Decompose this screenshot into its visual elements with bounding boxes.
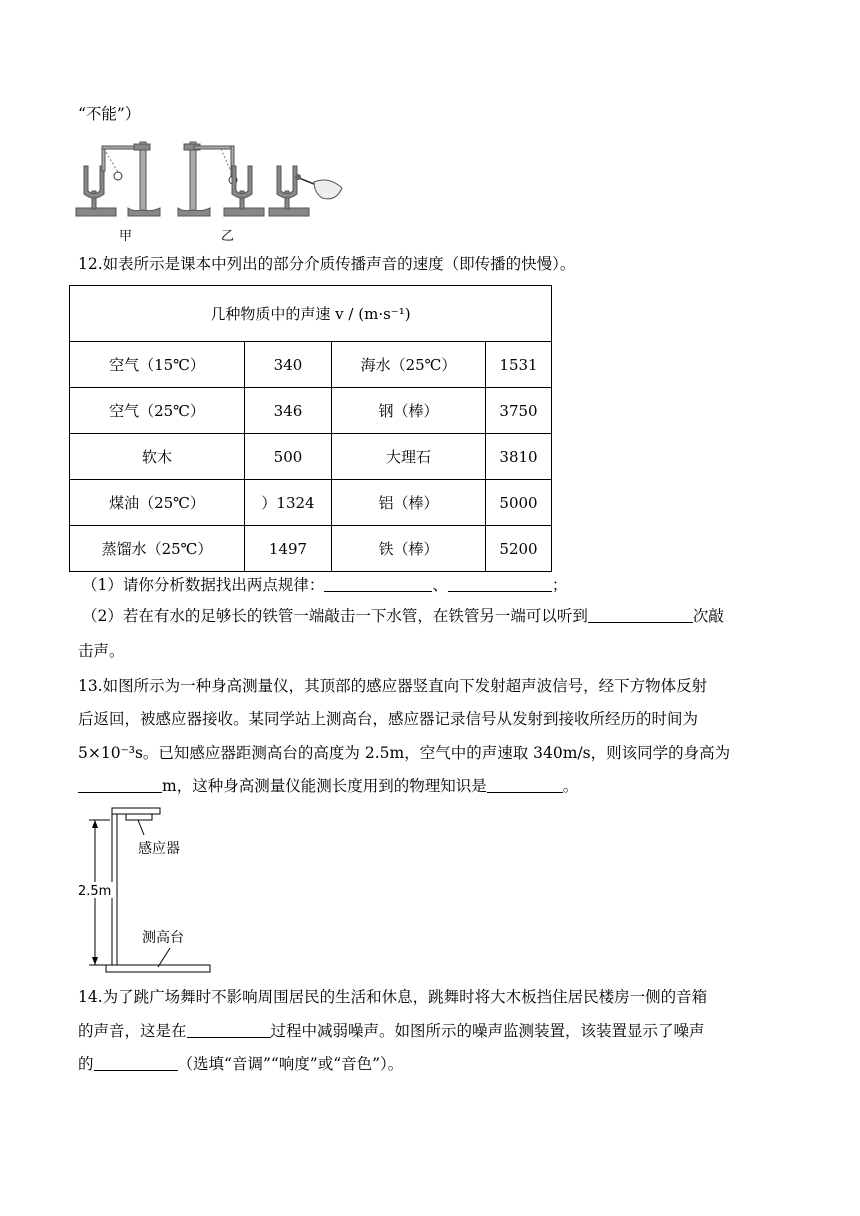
- height-label: 2.5m: [78, 884, 112, 899]
- q14-line2: 的声音，这是在 过程中减弱噪声。如图所示的噪声监测装置，该装置显示了噪声: [78, 1022, 705, 1040]
- q13-line3: 5×10⁻³s。已知感应器距测高台的高度为 2.5m，空气中的声速取 340m/s，则该同学的身高为: [78, 744, 731, 762]
- q12-part2: （2）若在有水的足够长的铁管一端敲击一下水管，在铁管另一端可以听到 次敲: [82, 607, 724, 625]
- fig-label-yi: 乙: [221, 229, 235, 244]
- answer-blank[interactable]: [448, 575, 552, 592]
- q13-line4: m，这种身高测量仪能测长度用到的物理知识是 。: [78, 775, 578, 797]
- q11-tail: “不能”）: [78, 105, 141, 123]
- table-row: 空气（25℃） 346 钢（棒） 3750: [70, 388, 552, 434]
- answer-blank[interactable]: [187, 1021, 271, 1038]
- answer-blank[interactable]: [588, 606, 693, 623]
- q12-stem: 12.如表所示是课本中列出的部分介质传播声音的速度（即传播的快慢）。: [78, 255, 576, 273]
- q14-line1: 14.为了跳广场舞时不影响周围居民的生活和休息，跳舞时将大木板挡住居民楼房一侧的音箱: [78, 988, 708, 1006]
- sensor-label: 感应器: [138, 841, 180, 857]
- q12-part2-cont: 击声。: [78, 642, 125, 660]
- height-meter-figure: [74, 800, 219, 980]
- q13-line2: 后返回，被感应器接收。某同学站上测高台，感应器记录信号从发射到接收所经历的时间为: [78, 710, 699, 728]
- sound-speed-table: [69, 285, 552, 572]
- table-row: 蒸馏水（25℃） 1497 铁（棒） 5200: [70, 526, 552, 572]
- answer-blank[interactable]: [94, 1054, 178, 1071]
- table-title: 几种物质中的声速 v / (m·s⁻¹): [70, 286, 552, 342]
- answer-blank[interactable]: [487, 776, 563, 793]
- table-row: 软木 500 大理石 3810: [70, 434, 552, 480]
- fig-label-jia: 甲: [119, 229, 133, 244]
- answer-blank[interactable]: [324, 575, 432, 592]
- table-row: 空气（15℃） 340 海水（25℃） 1531: [70, 342, 552, 388]
- q12-part1: （1）请你分析数据找出两点规律： 、 ；: [82, 576, 568, 594]
- q14-line3: 的 （选填“音调”“响度”或“音色”）。: [78, 1055, 404, 1073]
- platform-label: 测高台: [142, 930, 184, 946]
- answer-blank[interactable]: [78, 776, 162, 793]
- tuning-fork-figure: [74, 136, 349, 244]
- q13-line1: 13.如图所示为一种身高测量仪，其顶部的感应器竖直向下发射超声波信号，经下方物体反射: [78, 677, 708, 695]
- formula: 5×10⁻³s: [78, 744, 143, 762]
- table-row: 煤油（25℃） ）1324 铝（棒） 5000: [70, 480, 552, 526]
